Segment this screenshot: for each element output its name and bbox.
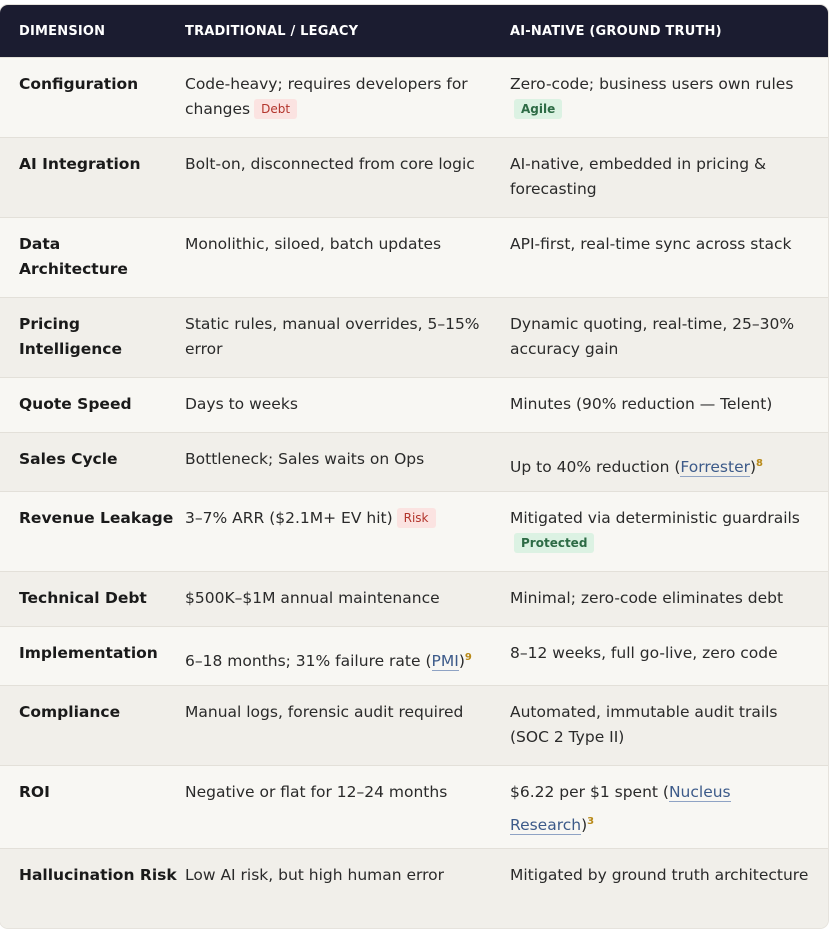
- row-traditional: Low AI risk, but high human error: [185, 866, 445, 884]
- agile-badge: Agile: [514, 99, 562, 119]
- row-traditional: [185, 627, 510, 685]
- table-row: [0, 137, 828, 217]
- row-traditional: [185, 492, 510, 571]
- citation-superscript[interactable]: 3: [587, 816, 595, 827]
- row-dimension: Configuration: [19, 75, 139, 93]
- table-row: [0, 297, 828, 377]
- row-ai-native: [510, 58, 828, 137]
- table-row: [0, 57, 828, 137]
- cell-text: Up to 40% reduction (: [510, 458, 681, 477]
- row-traditional: Monolithic, siloed, batch updates: [185, 235, 442, 253]
- row-ai-native: [510, 492, 828, 571]
- row-ai-native: Mitigated by ground truth architecture: [510, 866, 809, 884]
- cell-text: ): [458, 652, 465, 671]
- pmi-link[interactable]: PMI: [431, 652, 459, 671]
- row-traditional: $500K–$1M annual maintenance: [185, 589, 440, 607]
- row-ai-native: Automated, immutable audit trails (SOC 2 Type II): [510, 703, 778, 746]
- forrester-link[interactable]: Forrester: [680, 458, 750, 477]
- row-dimension: Data Architecture: [19, 235, 128, 278]
- row-dimension: Pricing Intelligence: [19, 315, 123, 358]
- row-ai-native: [510, 433, 828, 491]
- debt-badge: Debt: [254, 99, 297, 119]
- row-traditional: Manual logs, forensic audit required: [185, 703, 464, 721]
- row-dimension: Sales Cycle: [19, 450, 118, 468]
- row-ai-native: AI-native, embedded in pricing & forecasting: [510, 155, 767, 198]
- risk-badge: Risk: [397, 508, 436, 528]
- table-row: [0, 571, 828, 626]
- row-ai-native: Dynamic quoting, real-time, 25–30% accuracy gain: [510, 315, 795, 358]
- row-ai-native: 8–12 weeks, full go-live, zero code: [510, 644, 778, 662]
- row-traditional: Static rules, manual overrides, 5–15% error: [185, 315, 480, 358]
- table-row: [0, 377, 828, 432]
- cell-text: Code-heavy; requires developers for changes: [185, 75, 468, 118]
- row-traditional: [185, 58, 510, 137]
- comparison-table: [0, 5, 828, 928]
- nucleus-research-link[interactable]: Nucleus Research: [510, 783, 731, 835]
- header-dimension: DIMENSION: [19, 23, 106, 39]
- header-traditional: TRADITIONAL / LEGACY: [185, 23, 359, 39]
- row-traditional: Bottleneck; Sales waits on Ops: [185, 450, 425, 468]
- row-dimension: Revenue Leakage: [19, 509, 174, 527]
- table-row: [0, 848, 828, 928]
- row-ai-native: Minimal; zero-code eliminates debt: [510, 589, 784, 607]
- cell-text: 3–7% ARR ($2.1M+ EV hit): [185, 509, 393, 527]
- row-traditional: Negative or flat for 12–24 months: [185, 783, 448, 801]
- cell-text: 6–18 months; 31% failure rate (: [185, 652, 432, 671]
- row-ai-native: [510, 766, 828, 848]
- cell-text: Zero-code; business users own rules: [510, 75, 794, 93]
- row-dimension: ROI: [19, 783, 50, 801]
- row-dimension: Quote Speed: [19, 395, 132, 413]
- table-row: [0, 685, 828, 765]
- cell-text: ): [749, 458, 757, 477]
- row-traditional: Days to weeks: [185, 395, 298, 413]
- row-traditional: Bolt-on, disconnected from core logic: [185, 155, 475, 173]
- table-header: [0, 5, 828, 57]
- table-row: [0, 491, 828, 571]
- protected-badge: Protected: [514, 533, 594, 553]
- cell-text: ): [581, 816, 588, 835]
- table-row: [0, 217, 828, 297]
- table-row: [0, 432, 828, 491]
- table-row: [0, 765, 828, 848]
- cell-text: Mitigated via deterministic guardrails: [510, 509, 800, 527]
- row-ai-native: Minutes (90% reduction — Telent): [510, 395, 773, 413]
- header-ai-native: AI-NATIVE (GROUND TRUTH): [510, 23, 722, 39]
- row-ai-native: API-first, real-time sync across stack: [510, 235, 792, 253]
- citation-superscript[interactable]: 8: [756, 458, 764, 469]
- citation-superscript[interactable]: 9: [464, 652, 472, 663]
- row-dimension: Implementation: [19, 644, 158, 662]
- cell-text: $6.22 per $1 spent (: [510, 783, 669, 801]
- table-row: [0, 626, 828, 685]
- row-dimension: Hallucination Risk: [19, 866, 177, 884]
- row-dimension: Compliance: [19, 703, 121, 721]
- row-dimension: Technical Debt: [19, 589, 147, 607]
- row-dimension: AI Integration: [19, 155, 141, 173]
